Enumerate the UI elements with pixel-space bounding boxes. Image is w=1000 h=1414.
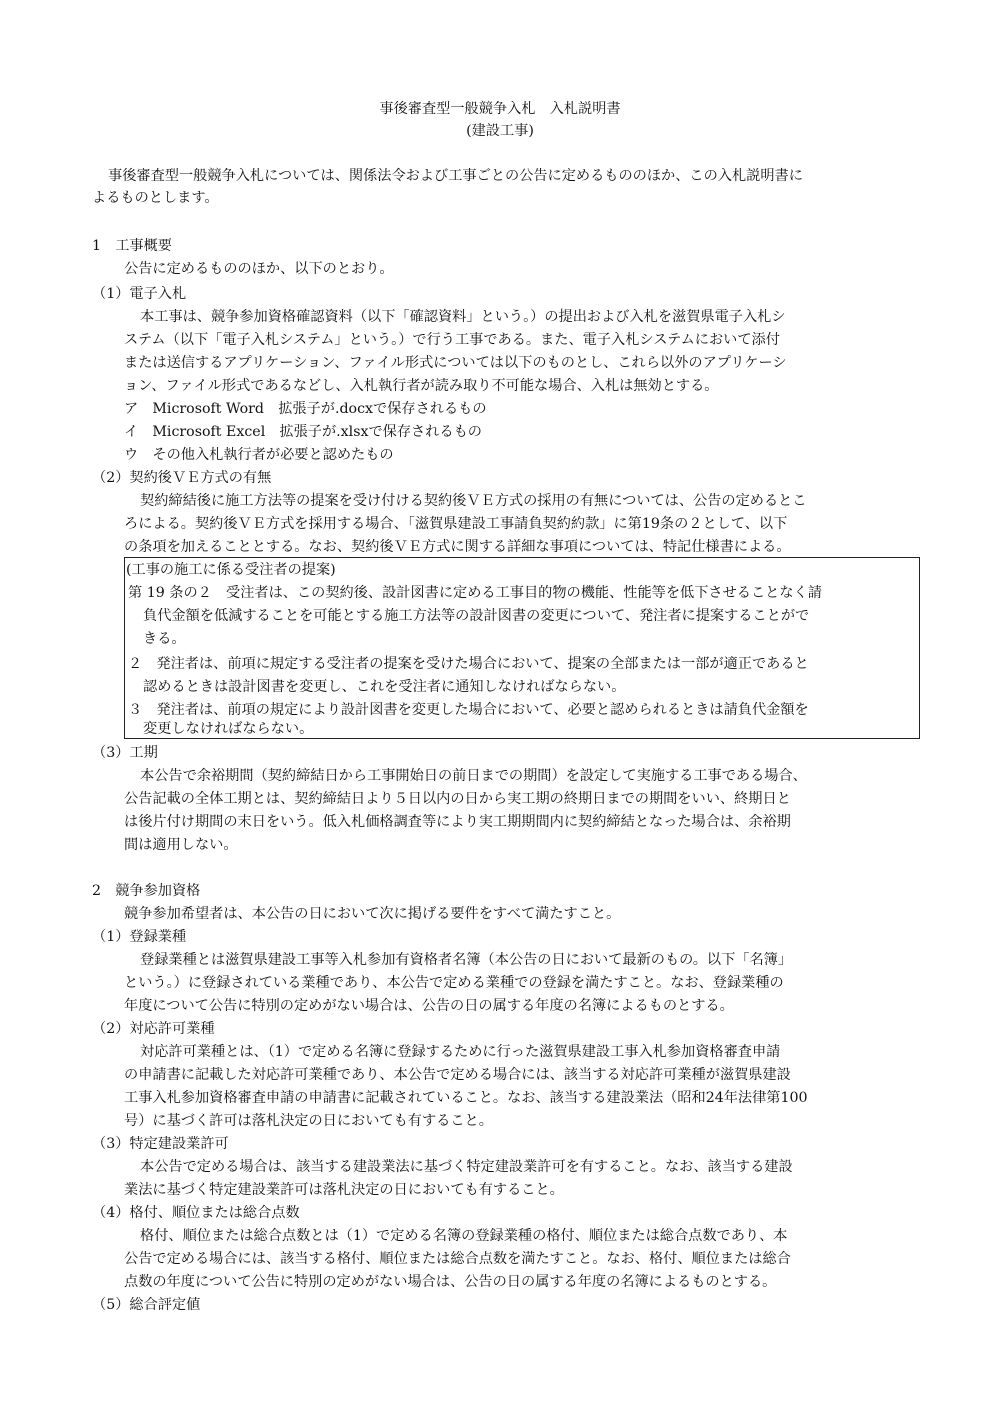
section-heading: 2 競争参加資格 [92,883,201,899]
paragraph-line: ョン、ファイル形式であるなどし、入札執行者が読み取り不可能な場合、入札は無効とする。 [124,378,719,394]
subsection-heading: （1）登録業種 [92,929,187,945]
clause-line: ２ 発注者は、前項に規定する受注者の提案を受けた場合において、提案の全部または一部が適正であると [128,656,809,672]
section-lead: 競争参加希望者は、本公告の日において次に掲げる要件をすべて満たすこと。 [124,906,621,922]
list-item: ア Microsoft Word 拡張子が.docxで保存されるもの [124,401,487,417]
paragraph-line: 契約締結後に施工方法等の提案を受け付ける契約後ＶＥ方式の採用の有無については、公告の定めるとこ [140,493,807,509]
subsection-heading: （1）電子入札 [92,286,187,302]
subsection-heading: （3）工期 [92,745,158,761]
paragraph-line: は後片付け期間の末日をいう。低入札価格調査等により実工期期間内に契約締結となった場合は、余裕期 [124,814,791,830]
document-subtitle: (建設工事) [466,123,534,139]
paragraph-line: 業法に基づく特定建設業許可は落札決定の日においても有すること。 [124,1182,564,1198]
intro-line: よるものとします。 [92,190,219,206]
clause-line: 認めるときは設計図書を変更し、これを受注者に通知しなければならない。 [143,679,626,695]
subsection-heading: （2）契約後ＶＥ方式の有無 [92,470,272,486]
clause-line: きる。 [143,631,186,647]
clause-line: ３ 発注者は、前項の規定により設計図書を変更した場合において、必要と認められるときは請負代金額を [128,702,809,718]
paragraph-line: の申請書に記載した対応許可業種であり、本公告で定める場合には、該当する対応許可業種が滋賀県建設 [124,1067,791,1083]
paragraph-line: 登録業種とは滋賀県建設工事等入札参加有資格者名簿（本公告の日において最新のもの。以下「名簿」 [140,952,793,968]
paragraph-line: 本公告で定める場合は、該当する建設業法に基づく特定建設業許可を有すること。なお、該当する建設 [140,1159,793,1175]
paragraph-line: または送信するアプリケーション、ファイル形式については以下のものとし、これら以外のアプリケーシ [124,355,787,371]
paragraph-line: という。）に登録されている業種であり、本公告で定める業種での登録を満たすこと。なお、登録業種の [124,975,784,991]
subsection-heading: （2）対応許可業種 [92,1021,215,1037]
section-lead: 公告に定めるもののほか、以下のとおり。 [124,261,394,277]
clause-line: 負代金額を低減することを可能とする施工方法等の設計図書の変更について、発注者に提案することがで [143,608,810,624]
list-item: イ Microsoft Excel 拡張子が.xlsxで保存されるもの [124,424,482,440]
paragraph-line: 号）に基づく許可は落札決定の日においても有すること。 [124,1113,493,1129]
paragraph-line: 点数の年度について公告に特別の定めがない場合は、公告の日の属する年度の名簿によるものとする。 [124,1274,777,1290]
paragraph-line: 対応許可業種とは、（1）で定める名簿に登録するために行った滋賀県建設工事入札参加資格審査申請 [140,1044,781,1060]
paragraph-line: ステム（以下「電子入札システム」という。）で行う工事である。また、電子入札システムにおいて添付 [124,332,780,348]
subsection-heading: （5）総合評定値 [92,1297,201,1313]
intro-line: 事後審査型一般競争入札については、関係法令および工事ごとの公告に定めるもののほか、この入札説明書に [108,168,803,184]
clause-line: 第 19 条の２ 受注者は、この契約後、設計図書に定める工事目的物の機能、性能等を低下させることなく請 [128,585,822,601]
paragraph-line: 年度について公告に特別の定めがない場合は、公告の日の属する年度の名簿によるものとする。 [124,998,734,1014]
document-title: 事後審査型一般競争入札 入札説明書 [379,101,621,117]
paragraph-line: 公告で定める場合には、該当する格付、順位または総合点数を満たすこと。なお、格付、順位または総合 [124,1251,791,1267]
subsection-heading: （3）特定建設業許可 [92,1136,229,1152]
clause-line: 変更しなければならない。 [143,721,314,737]
clause-title: (工事の施工に係る受注者の提案) [126,562,336,578]
paragraph-line: 格付、順位または総合点数とは（1）で定める名簿の登録業種の格付、順位または総合点数であり、本 [140,1228,788,1244]
paragraph-line: 間は適用しない。 [124,837,238,853]
subsection-heading: （4）格付、順位または総合点数 [92,1205,300,1221]
paragraph-line: 工事入札参加資格審査申請の申請書に記載されていること。なお、該当する建設業法（昭和24年法律第100 [124,1090,808,1106]
paragraph-line: 公告記載の全体工期とは、契約締結日より５日以内の日から実工期の終期日までの期間をいい、終期日と [124,791,791,807]
section-heading: 1 工事概要 [92,238,172,254]
list-item: ウ その他入札執行者が必要と認めたもの [124,447,394,463]
paragraph-line: 本公告で余裕期間（契約締結日から工事開始日の前日までの期間）を設定して実施する工事である場合、 [140,768,807,784]
paragraph-line: 本工事は、競争参加資格確認資料（以下「確認資料」という。）の提出および入札を滋賀県電子入札シ [140,309,786,325]
paragraph-line: の条項を加えることとする。なお、契約後ＶＥ方式に関する詳細な事項については、特記仕様書による。 [124,539,791,555]
paragraph-line: ろによる。契約後ＶＥ方式を採用する場合、「滋賀県建設工事請負契約約款」に第19条の２として、以下 [124,516,788,532]
